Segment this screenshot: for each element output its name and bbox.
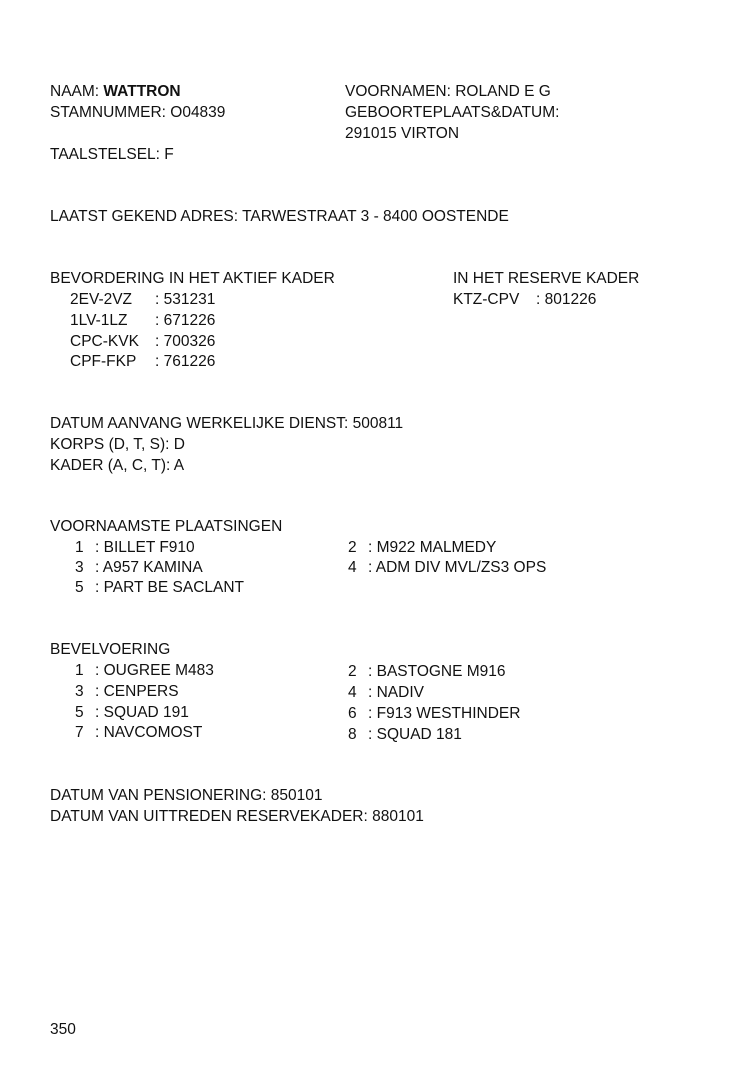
posting-number: 4 — [348, 559, 357, 576]
retirement-date: DATUM VAN PENSIONERING: 850101 — [50, 787, 323, 804]
service-start-date: DATUM AANVANG WERKELIJKE DIENST: 500811 — [50, 415, 404, 432]
posting-number: 1 — [75, 539, 84, 556]
promotion-rank: CPC-KVK — [70, 333, 139, 350]
promotion-date: : 671226 — [155, 312, 216, 329]
posting-text: : BILLET F910 — [95, 539, 195, 556]
command-number: 7 — [75, 724, 84, 741]
posting-text: : ADM DIV MVL/ZS3 OPS — [368, 559, 547, 576]
posting-text: : M922 MALMEDY — [368, 539, 497, 556]
reserve-rank: KTZ-CPV — [453, 291, 520, 308]
language-system: TAALSTELSEL: F — [50, 146, 174, 163]
command-number: 2 — [348, 663, 357, 680]
command-text: : OUGREE M483 — [95, 662, 214, 679]
name-label: NAAM: — [50, 83, 100, 100]
command-text: : F913 WESTHINDER — [368, 705, 521, 722]
promotion-date: : 700326 — [155, 333, 216, 350]
first-names: VOORNAMEN: ROLAND E G — [345, 83, 551, 100]
reserve-date: : 801226 — [536, 291, 597, 308]
promotion-rank: 1LV-1LZ — [70, 312, 128, 329]
command-text: : SQUAD 191 — [95, 704, 189, 721]
promotion-rank: CPF-FKP — [70, 353, 137, 370]
posting-number: 5 — [75, 579, 84, 596]
posting-text: : PART BE SACLANT — [95, 579, 245, 596]
service-number: STAMNUMMER: O04839 — [50, 104, 226, 121]
birth-label: GEBOORTEPLAATS&DATUM: — [345, 104, 560, 121]
reserve-promotion-heading: IN HET RESERVE KADER — [453, 270, 640, 287]
posting-number: 3 — [75, 559, 84, 576]
birth-value: 291015 VIRTON — [345, 125, 460, 142]
command-text: : NAVCOMOST — [95, 724, 203, 741]
command-number: 6 — [348, 705, 357, 722]
posting-number: 2 — [348, 539, 357, 556]
name-line — [50, 82, 181, 103]
active-promotion-heading: BEVORDERING IN HET AKTIEF KADER — [50, 270, 335, 287]
promotion-date: : 761226 — [155, 353, 216, 370]
last-known-address: LAATST GEKEND ADRES: TARWESTRAAT 3 - 8400 OOSTENDE — [50, 208, 509, 225]
command-number: 3 — [75, 683, 84, 700]
command-number: 4 — [348, 684, 357, 701]
reserve-exit-date: DATUM VAN UITTREDEN RESERVEKADER: 880101 — [50, 808, 424, 825]
promotion-date: : 531231 — [155, 291, 216, 308]
command-text: : BASTOGNE M916 — [368, 663, 506, 680]
command-text: : CENPERS — [95, 683, 179, 700]
command-number: 5 — [75, 704, 84, 721]
commands-heading: BEVELVOERING — [50, 641, 171, 658]
page-number: 350 — [50, 1021, 76, 1038]
command-number: 1 — [75, 662, 84, 679]
command-text: : NADIV — [368, 684, 424, 701]
promotion-rank: 2EV-2VZ — [70, 291, 133, 308]
name-value: WATTRON — [103, 83, 181, 100]
postings-heading: VOORNAAMSTE PLAATSINGEN — [50, 518, 283, 535]
cadre: KADER (A, C, T): A — [50, 457, 185, 474]
corps: KORPS (D, T, S): D — [50, 436, 185, 453]
command-text: : SQUAD 181 — [368, 726, 462, 743]
command-number: 8 — [348, 726, 357, 743]
posting-text: : A957 KAMINA — [95, 559, 203, 576]
